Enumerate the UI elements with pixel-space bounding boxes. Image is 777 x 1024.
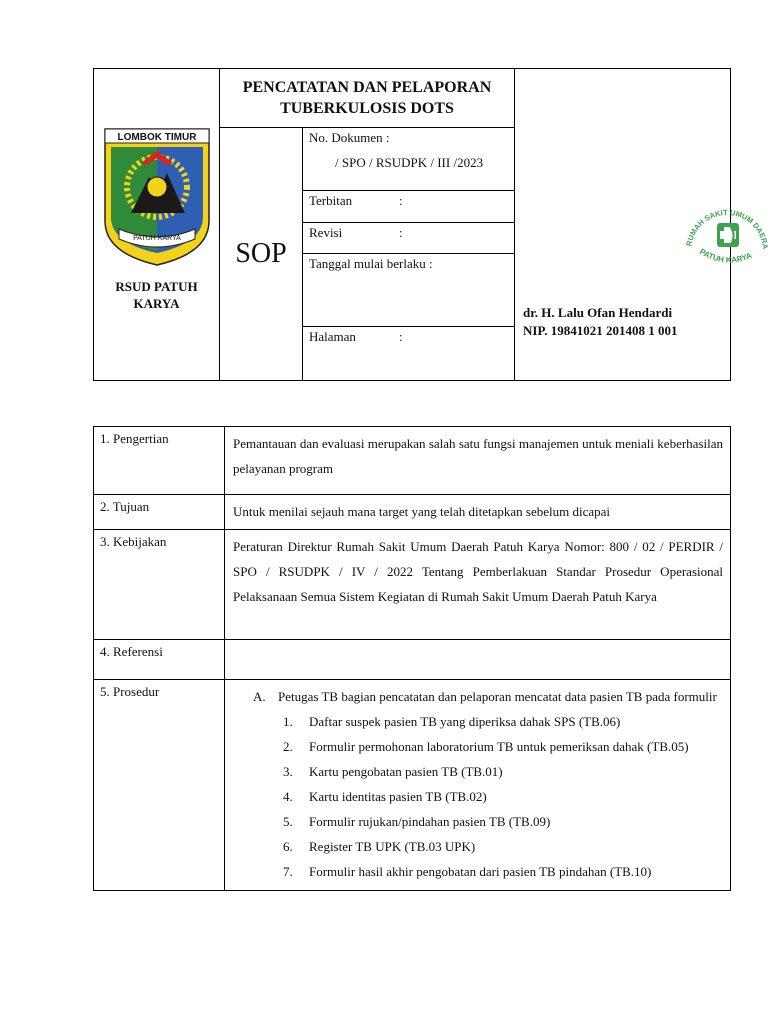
logo-bottom-text: PATUH KARYA <box>697 246 753 265</box>
pengertian-text: Pemantauan dan evaluasi merupakan salah satu fungsi manajemen untuk meniali keberhasilan pelayanan program <box>225 427 731 495</box>
signer-nip: NIP. 19841021 201408 1 001 <box>523 323 678 338</box>
doc-number-value: / SPO / RSUDPK / III /2023 <box>335 155 484 170</box>
emblem-banner-text: LOMBOK TIMUR <box>117 132 196 143</box>
list-item: 3. Kartu pengobatan pasien TB (TB.01) <box>283 764 503 779</box>
list-item: 6. Register TB UPK (TB.03 UPK) <box>283 839 476 854</box>
list-item: 1. Daftar suspek pasien TB yang diperiksa dahak SPS (TB.06) <box>283 714 621 729</box>
list-item: 2. Formulir permohonan laboratorium TB untuk pemeriksan dahak (TB.05) <box>283 739 689 754</box>
hospital-name: RSUD PATUH KARYA <box>115 279 198 311</box>
revisi-field: Revisi : <box>303 223 515 254</box>
tujuan-text: Untuk menilai sejauh mana target yang telah ditetapkan sebelum dicapai <box>225 495 731 530</box>
tanggal-field: Tanggal mulai berlaku : <box>303 254 515 327</box>
prosedur-step-a: A. Petugas TB bagian pencatatan dan pelaporan mencatat data pasien TB pada formulir <box>253 689 717 704</box>
prosedur-form-list <box>233 709 723 886</box>
list-item: 4. Kartu identitas pasien TB (TB.02) <box>283 789 487 804</box>
sop-content-table <box>93 426 731 891</box>
referensi-text <box>225 640 731 680</box>
svg-text:PATUH KARYA <box>697 247 752 265</box>
logo-arc-text: RUMAH SAKIT UMUM DAERA <box>683 207 770 250</box>
list-item: 5. Formulir rujukan/pindahan pasien TB (TB.09) <box>283 814 551 829</box>
prosedur-content <box>225 680 731 891</box>
prosedur-label: 5. Prosedur <box>94 680 225 891</box>
referensi-label: 4. Referensi <box>94 640 225 680</box>
left-logo-cell <box>94 69 220 381</box>
tujuan-label: 2. Tujuan <box>94 495 225 530</box>
pengertian-label: 1. Pengertian <box>94 427 225 495</box>
sop-header-table <box>93 68 770 381</box>
lombok-timur-emblem-icon <box>101 125 213 267</box>
signature-cell <box>515 69 770 381</box>
hospital-logo-icon <box>677 199 777 279</box>
signer-name: dr. H. Lalu Ofan Hendardi <box>523 305 673 320</box>
terbitan-field: Terbitan : <box>303 191 515 223</box>
halaman-field: Halaman : <box>303 327 515 381</box>
list-item: 7. Formulir hasil akhir pengobatan dari pasien TB pindahan (TB.10) <box>283 864 652 879</box>
doc-number-field: No. Dokumen : / SPO / RSUDPK / III /2023 <box>303 128 515 191</box>
sop-label: SOP <box>220 128 303 381</box>
kebijakan-label: 3. Kebijakan <box>94 530 225 640</box>
kebijakan-text: Peraturan Direktur Rumah Sakit Umum Daerah Patuh Karya Nomor: 800 / 02 / PERDIR / SPO / RSUDPK / IV / 2022 Tentang Pemberlakuan Standar Prosedur Operasional Pelaksanaan Semua Sistem Kegiatan di Rumah Sakit Umum Daerah Patuh Karya <box>225 530 731 640</box>
document-title: PENCATATAN DAN PELAPORAN TUBERKULOSIS DOTS <box>220 69 515 128</box>
emblem-ribbon-text: PATUH KARYA <box>132 235 181 242</box>
